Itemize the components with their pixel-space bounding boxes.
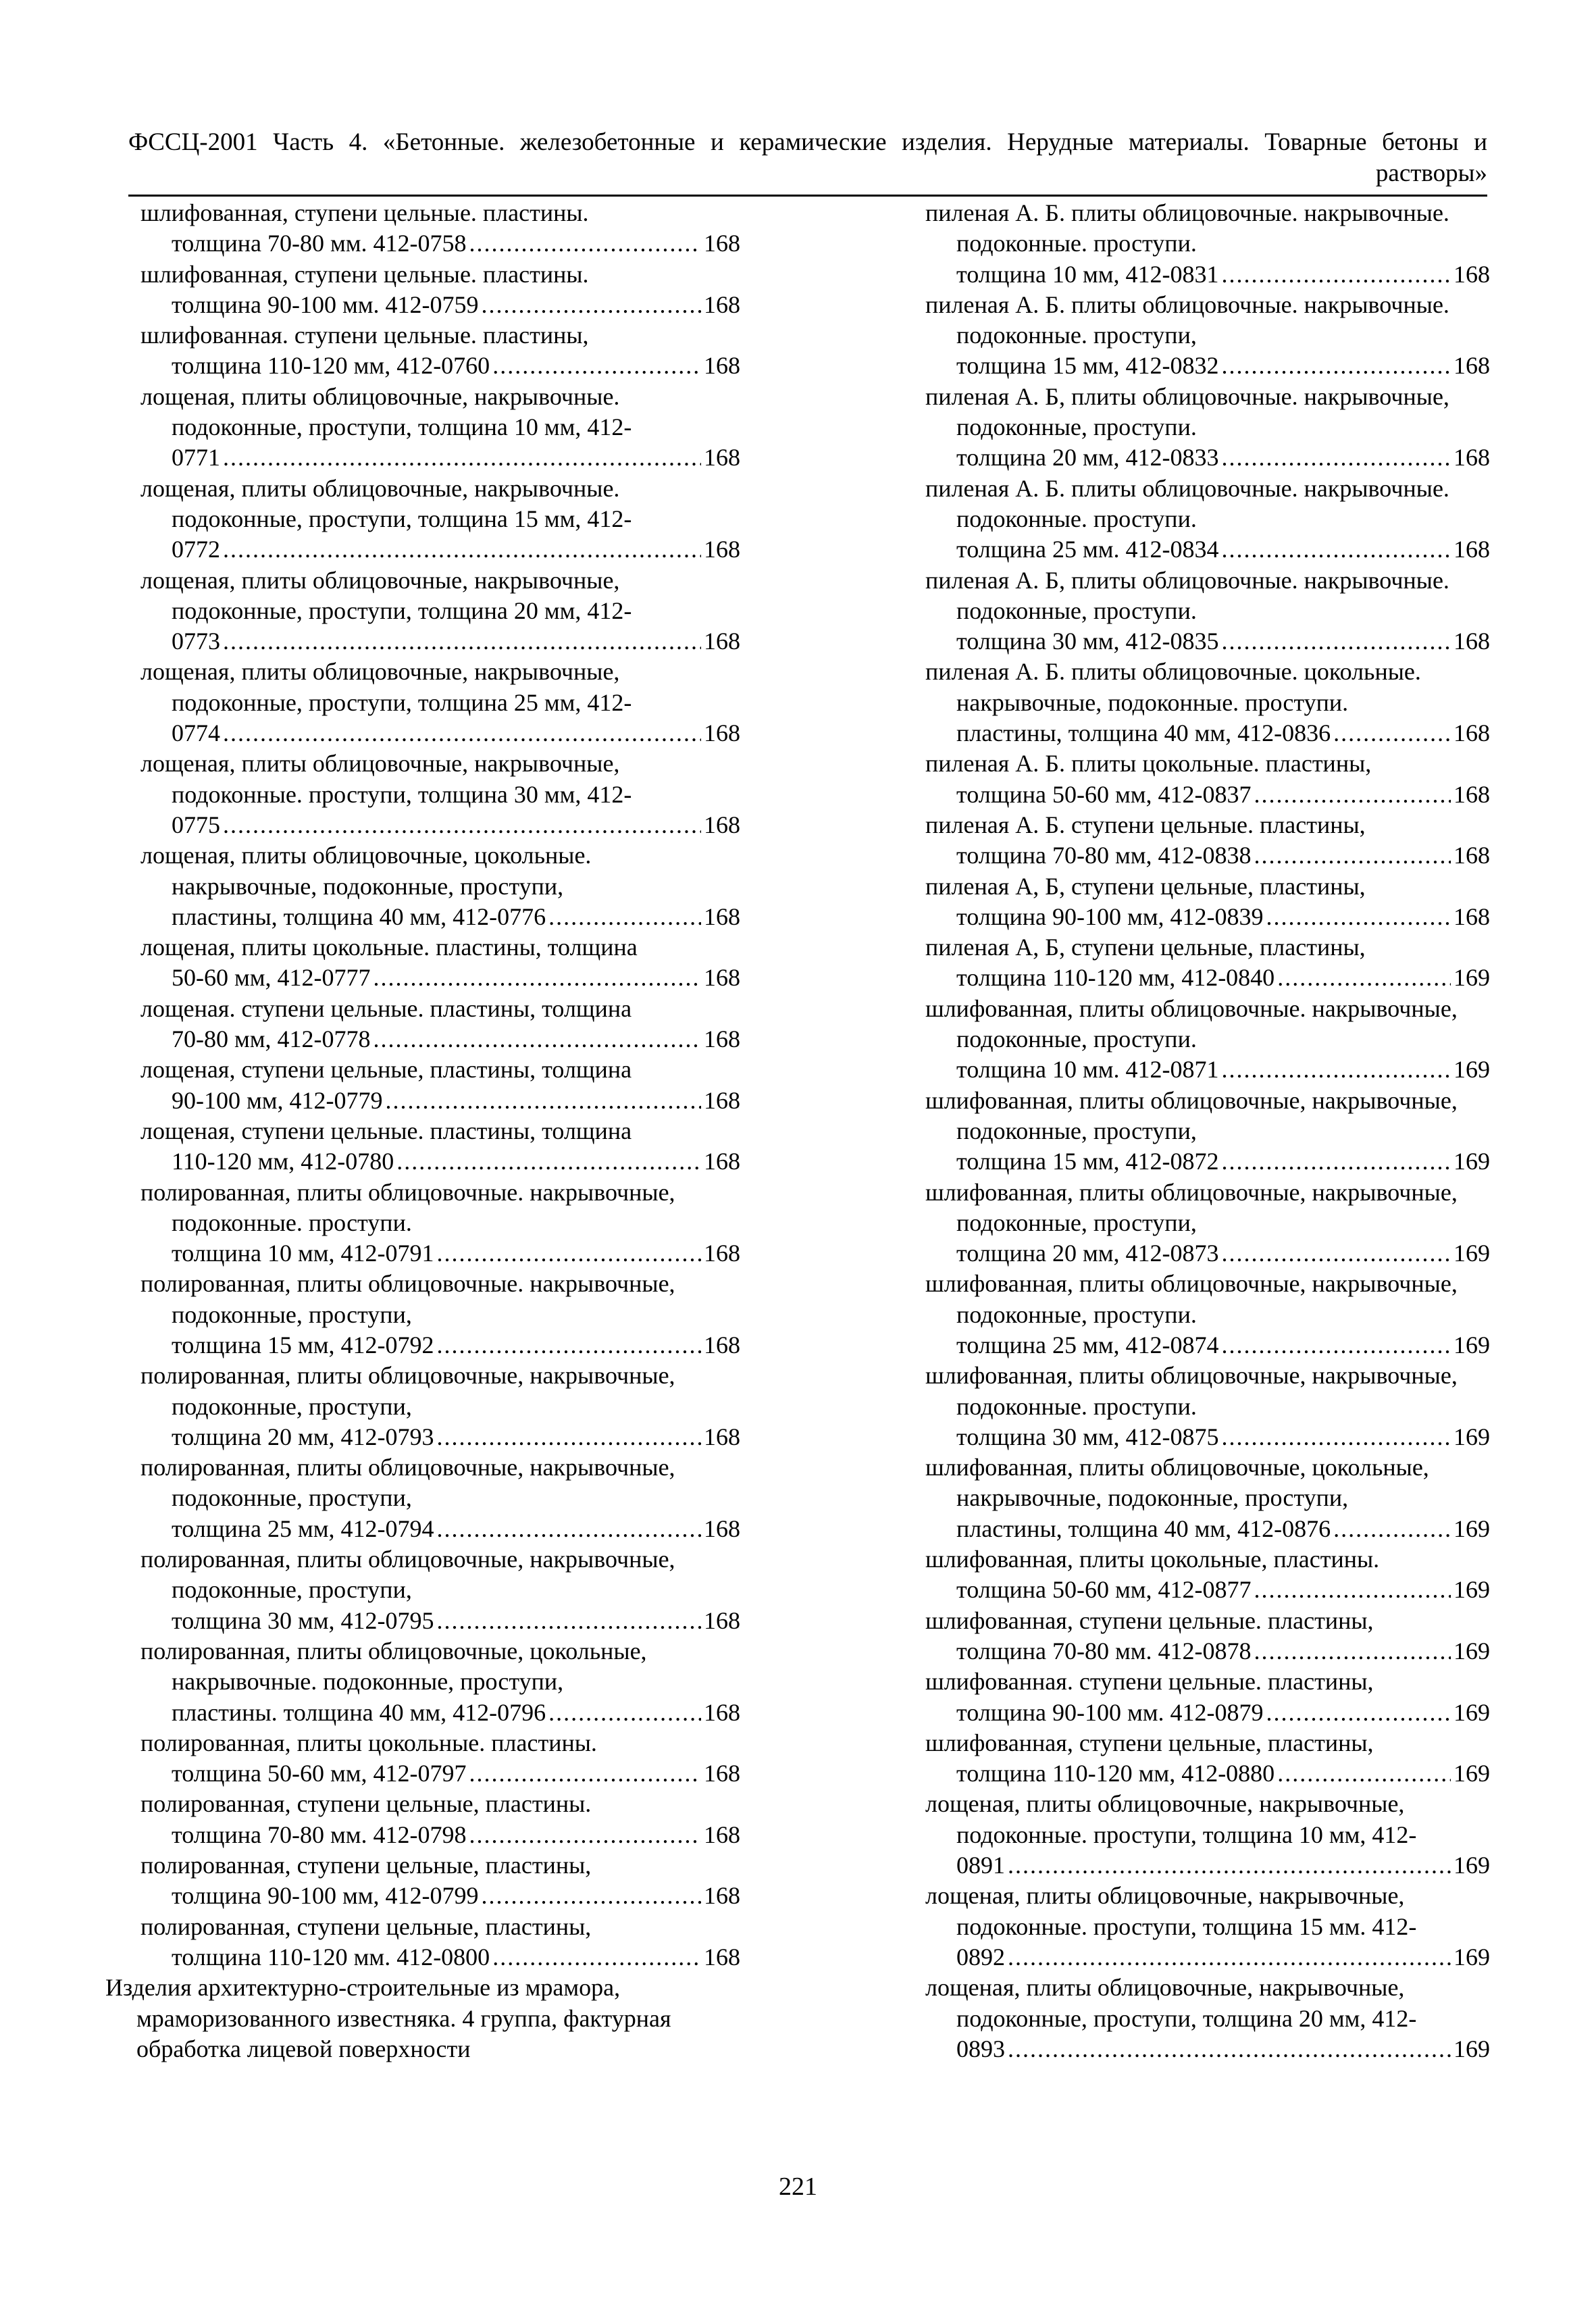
index-entry: [890, 657, 1490, 748]
entry-line-with-leader: [172, 718, 740, 748]
index-entry: [105, 748, 740, 840]
entry-text: лощеная, плиты облицовочные, накрывочные, подоконные, проступи, толщина 25 мм, 412-: [140, 658, 632, 716]
entry-page-number: 169: [1453, 1331, 1490, 1358]
entry-code: толщина 50-60 мм, 412-0797: [172, 1760, 467, 1787]
entry-page-number: 168: [704, 290, 740, 318]
entry-code: 90-100 мм, 412-0779: [172, 1086, 383, 1114]
entry-code: толщина 25 мм, 412-0794: [172, 1515, 434, 1542]
dot-leader: [1254, 780, 1451, 810]
index-entry: [890, 1361, 1490, 1452]
dot-leader: [492, 1942, 701, 1973]
left-column: [105, 198, 740, 2064]
entry-text: полированная, плиты облицовочные. накрывочные, подоконные, проступи,: [140, 1270, 675, 1328]
entry-code: 0773: [172, 628, 220, 655]
index-entry: [890, 1973, 1490, 2064]
dot-leader: [1008, 1942, 1451, 1973]
index-entry: [890, 1086, 1490, 1177]
entry-code: толщина 15 мм, 412-0872: [956, 1148, 1219, 1175]
dot-leader: [469, 228, 701, 259]
entry-text: лощеная, ступени цельные, пластины, толщина: [140, 1056, 632, 1084]
index-entry: [890, 1269, 1490, 1361]
entry-page-number: 168: [704, 1423, 740, 1450]
entry-page-number: 168: [1453, 780, 1490, 808]
dot-leader: [469, 1758, 701, 1789]
entry-text: полированная, плиты облицовочные. накрывочные, подоконные. проступи.: [140, 1178, 675, 1236]
index-entry: [890, 1606, 1490, 1667]
entry-text: шлифованная, плиты облицовочные, накрывочные, подоконные, проступи,: [925, 1086, 1458, 1144]
dot-leader: [1222, 1146, 1451, 1177]
entry-line-with-leader: [956, 259, 1490, 290]
entry-line-with-leader: [172, 626, 740, 657]
entry-page-number: 168: [1453, 842, 1490, 869]
index-entry: [105, 1116, 740, 1177]
index-entry: [105, 1544, 740, 1636]
entry-page-number: 168: [704, 1025, 740, 1053]
entry-text: лощеная, плиты облицовочные, накрывочные, подоконные. проступи, толщина 15 мм. 412-: [925, 1882, 1417, 1940]
index-entry: [105, 1912, 740, 1973]
entry-line-with-leader: [172, 1422, 740, 1452]
entry-line-with-leader: [172, 290, 740, 320]
entry-text: пиленая А. Б. плиты облицовочные. накрывочные. подоконные. проступи.: [925, 474, 1449, 532]
entry-page-number: 169: [1453, 1637, 1490, 1664]
index-entry: [890, 810, 1490, 871]
entry-page-number: 168: [704, 1515, 740, 1542]
entry-code: толщина 110-120 мм. 412-0800: [172, 1943, 490, 1971]
dot-leader: [1008, 1850, 1451, 1881]
entry-page-number: 168: [1453, 903, 1490, 930]
dot-leader: [374, 963, 701, 993]
entry-text: полированная, ступени цельные, пластины,: [140, 1912, 592, 1940]
dot-leader: [1222, 351, 1451, 381]
entry-page-number: 169: [1453, 1515, 1490, 1542]
entry-text: шлифованная, ступени цельные. пластины,: [925, 1606, 1374, 1634]
entry-page-number: 168: [704, 1943, 740, 1971]
entry-code: толщина 25 мм. 412-0834: [956, 536, 1219, 563]
entry-line-with-leader: [956, 1146, 1490, 1177]
entry-line-with-leader: [172, 442, 740, 473]
entry-page-number: 168: [704, 536, 740, 563]
dot-leader: [374, 1024, 701, 1054]
index-entry: [105, 840, 740, 932]
entry-code: толщина 70-80 мм, 412-0838: [956, 842, 1252, 869]
index-entry: [105, 994, 740, 1055]
index-entry: [105, 1452, 740, 1544]
entry-text: пиленая А, Б, ступени цельные, пластины,: [925, 934, 1366, 961]
dot-leader: [386, 1086, 701, 1116]
index-entry: [890, 1881, 1490, 1973]
dot-leader: [223, 626, 701, 657]
entry-page-number: 168: [1453, 628, 1490, 655]
dot-leader: [1222, 626, 1451, 657]
dot-leader: [437, 1422, 701, 1452]
entry-page-number: 169: [1453, 1423, 1490, 1450]
dot-leader: [223, 442, 701, 473]
entry-line-with-leader: [172, 1820, 740, 1850]
entry-code: толщина 110-120 мм, 412-0760: [172, 352, 490, 380]
entry-text: шлифованная, плиты облицовочные, накрывочные, подоконные, проступи.: [925, 1270, 1458, 1328]
entry-page-number: 168: [704, 719, 740, 747]
entry-page-number: 168: [704, 1698, 740, 1726]
dot-leader: [1266, 902, 1451, 932]
entry-code: 70-80 мм, 412-0778: [172, 1025, 371, 1053]
entry-line-with-leader: [956, 1514, 1490, 1544]
index-entry: [105, 1177, 740, 1269]
entry-page-number: 168: [704, 964, 740, 992]
entry-text: шлифованная, плиты облицовочные. накрывочные, подоконные, проступи.: [925, 994, 1458, 1053]
entry-code: 0892: [956, 1943, 1005, 1971]
entry-code: толщина 30 мм, 412-0875: [956, 1423, 1219, 1450]
entry-text: пиленая А. Б. плиты облицовочные. цокольные. накрывочные, подоконные. проступи.: [925, 658, 1421, 716]
index-entry: [105, 1361, 740, 1452]
entry-text: шлифованная, плиты цокольные, пластины.: [925, 1546, 1380, 1573]
dot-leader: [1333, 718, 1451, 748]
entry-page-number: 169: [1453, 1852, 1490, 1879]
dot-leader: [1254, 840, 1451, 871]
entry-text: пиленая А. Б, плиты облицовочные. накрывочные, подоконные, проступи.: [925, 382, 1449, 441]
entry-code: толщина 90-100 мм. 412-0879: [956, 1698, 1264, 1726]
entry-page-number: 169: [1453, 1943, 1490, 1971]
index-entry: [105, 1728, 740, 1789]
entry-code: пластины. толщина 40 мм, 412-0796: [172, 1698, 546, 1726]
entry-text: полированная, плиты цокольные. пластины.: [140, 1729, 597, 1756]
entry-page-number: 168: [704, 1606, 740, 1634]
entry-line-with-leader: [956, 902, 1490, 932]
entry-line-with-leader: [956, 1698, 1490, 1728]
entry-text: лощеная, плиты облицовочные, накрывочные, подоконные, проступи, толщина 20 мм, 412-: [925, 1974, 1417, 2032]
dot-leader: [1222, 1054, 1451, 1085]
entry-line-with-leader: [956, 1330, 1490, 1361]
entry-text: пиленая А, Б, ступени цельные, пластины,: [925, 872, 1366, 900]
entry-code: толщина 15 мм, 412-0792: [172, 1331, 434, 1358]
entry-line-with-leader: [956, 1238, 1490, 1269]
dot-leader: [1222, 1238, 1451, 1269]
entry-page-number: 168: [704, 230, 740, 257]
index-entry: [890, 748, 1490, 810]
dot-leader: [223, 810, 701, 840]
entry-line-with-leader: [956, 442, 1490, 473]
entry-code: толщина 70-80 мм. 412-0798: [172, 1821, 467, 1848]
index-entry: [105, 320, 740, 382]
entry-text: пиленая А. Б, плиты облицовочные. накрывочные. подоконные, проступи.: [925, 566, 1449, 624]
entry-text: полированная, ступени цельные, пластины,: [140, 1852, 592, 1879]
entry-line-with-leader: [172, 1146, 740, 1177]
index-entry: [105, 1269, 740, 1361]
dot-leader: [1222, 442, 1451, 473]
entry-code: толщина 10 мм, 412-0791: [172, 1240, 434, 1267]
dot-leader: [548, 902, 701, 932]
index-entry: [105, 1789, 740, 1850]
entry-page-number: 169: [1453, 2035, 1490, 2062]
entry-text: лощеная, плиты облицовочные, накрывочные, подоконные. проступи, толщина 30 мм, 412-: [140, 750, 632, 808]
dot-leader: [1222, 1422, 1451, 1452]
dot-leader: [396, 1146, 701, 1177]
entry-line-with-leader: [956, 1636, 1490, 1667]
entry-text: лощеная, плиты облицовочные, накрывочные, подоконные, проступи, толщина 20 мм, 412-: [140, 566, 632, 624]
entry-text: шлифованная, ступени цельные. пластины.: [140, 260, 589, 288]
dot-leader: [1333, 1514, 1451, 1544]
index-entry: [890, 1789, 1490, 1881]
entry-line-with-leader: [956, 780, 1490, 810]
index-entry: [105, 657, 740, 748]
dot-leader: [1222, 259, 1451, 290]
entry-text: шлифованная, ступени цельные. пластины.: [140, 199, 589, 226]
dot-leader: [1222, 1330, 1451, 1361]
index-entry: [105, 565, 740, 657]
entry-line-with-leader: [172, 1606, 740, 1636]
entry-code: толщина 110-120 мм, 412-0840: [956, 964, 1275, 992]
entry-text: пиленая А. Б. плиты облицовочные. накрывочные. подоконные. проступи.: [925, 199, 1449, 257]
entry-page-number: 168: [704, 1240, 740, 1267]
entry-line-with-leader: [172, 1698, 740, 1728]
entry-line-with-leader: [172, 1881, 740, 1911]
entry-text: шлифованная. ступени цельные. пластины,: [925, 1668, 1374, 1696]
entry-text: шлифованная. ступени цельные. пластины,: [140, 322, 589, 349]
entry-text: лощеная, плиты облицовочные, накрывочные. подоконные, проступи, толщина 15 мм, 412-: [140, 474, 632, 532]
entry-text: пиленая А. Б. плиты облицовочные. накрывочные. подоконные. проступи,: [925, 290, 1449, 349]
entry-line-with-leader: [172, 1024, 740, 1054]
entry-code: толщина 90-100 мм. 412-0759: [172, 290, 479, 318]
entry-text: шлифованная, плиты облицовочные, цокольные, накрывочные, подоконные, проступи,: [925, 1454, 1429, 1512]
entry-line-with-leader: [956, 2034, 1490, 2064]
entry-code: толщина 70-80 мм. 412-0758: [172, 230, 467, 257]
dot-leader: [1277, 1758, 1451, 1789]
entry-code: 0775: [172, 811, 220, 838]
dot-leader: [1266, 1698, 1451, 1728]
entry-page-number: 169: [1453, 964, 1490, 992]
entry-line-with-leader: [956, 1758, 1490, 1789]
dot-leader: [1254, 1636, 1451, 1667]
entry-line-with-leader: [172, 1514, 740, 1544]
entry-text: пиленая А. Б. ступени цельные. пластины,: [925, 811, 1366, 838]
entry-page-number: 168: [704, 1086, 740, 1114]
index-entry: [890, 382, 1490, 474]
entry-line-with-leader: [956, 534, 1490, 565]
entry-page-number: 168: [704, 1331, 740, 1358]
index-entry: [890, 290, 1490, 382]
entry-page-number: 168: [704, 352, 740, 380]
entry-line-with-leader: [956, 1575, 1490, 1605]
dot-leader: [482, 290, 701, 320]
entry-page-number: 168: [704, 1882, 740, 1910]
entry-page-number: 169: [1453, 1760, 1490, 1787]
index-entry: [105, 474, 740, 565]
entry-text: шлифованная, плиты облицовочные, накрывочные, подоконные, проступи,: [925, 1178, 1458, 1236]
entry-page-number: 168: [704, 1760, 740, 1787]
index-entry: [890, 994, 1490, 1086]
entry-text: шлифованная, плиты облицовочные, накрывочные, подоконные. проступи.: [925, 1362, 1458, 1420]
dot-leader: [1254, 1575, 1451, 1605]
entry-line-with-leader: [172, 1238, 740, 1269]
index-entry: [105, 382, 740, 474]
entry-page-number: 168: [1453, 444, 1490, 472]
entry-line-with-leader: [956, 351, 1490, 381]
entry-line-with-leader: [172, 1758, 740, 1789]
index-entry: [890, 1177, 1490, 1269]
index-entry: [890, 871, 1490, 933]
dot-leader: [548, 1698, 701, 1728]
entry-code: 0772: [172, 536, 220, 563]
index-entry: [890, 1667, 1490, 1728]
entry-text: лощеная, плиты облицовочные, накрывочные, подоконные. проступи, толщина 10 мм, 412-: [925, 1790, 1417, 1848]
dot-leader: [1008, 2034, 1451, 2064]
entry-code: толщина 10 мм. 412-0871: [956, 1056, 1219, 1084]
entry-line-with-leader: [172, 351, 740, 381]
header-rule: [128, 195, 1487, 197]
entry-line-with-leader: [172, 902, 740, 932]
entry-line-with-leader: [956, 1422, 1490, 1452]
dot-leader: [437, 1514, 701, 1544]
entry-page-number: 168: [704, 1148, 740, 1175]
running-header: ФССЦ-2001 Часть 4. «Бетонные. железобетонные и керамические изделия. Нерудные материалы. Товарные бетоны и растворы»: [128, 128, 1487, 187]
entry-text: полированная, плиты облицовочные, цокольные, накрывочные. подоконные, проступи,: [140, 1637, 647, 1696]
index-entry: [105, 1850, 740, 1912]
dot-leader: [1222, 534, 1451, 565]
entry-code: толщина 10 мм, 412-0831: [956, 260, 1219, 288]
entry-code: 0771: [172, 444, 220, 472]
entry-code: 0891: [956, 1852, 1005, 1879]
entry-code: 50-60 мм, 412-0777: [172, 964, 371, 992]
entry-code: толщина 50-60 мм, 412-0877: [956, 1576, 1252, 1604]
entry-page-number: 168: [1453, 260, 1490, 288]
entry-page-number: 169: [1453, 1576, 1490, 1604]
index-entry: [890, 198, 1490, 290]
entry-page-number: 169: [1453, 1056, 1490, 1084]
entry-page-number: 168: [1453, 352, 1490, 380]
entry-page-number: 168: [704, 811, 740, 838]
entry-text: лощеная, плиты цокольные. пластины, толщина: [140, 934, 638, 961]
index-entry: [105, 259, 740, 321]
dot-leader: [492, 351, 701, 381]
entry-page-number: 168: [1453, 719, 1490, 747]
entry-line-with-leader: [172, 963, 740, 993]
index-entry: [105, 1054, 740, 1116]
entry-code: 110-120 мм, 412-0780: [172, 1148, 394, 1175]
entry-page-number: 168: [704, 444, 740, 472]
entry-line-with-leader: [172, 1330, 740, 1361]
dot-leader: [223, 534, 701, 565]
entry-code: толщина 30 мм, 412-0795: [172, 1606, 434, 1634]
entry-text: пиленая А. Б. плиты цокольные. пластины,: [925, 750, 1372, 778]
entry-line-with-leader: [956, 626, 1490, 657]
entry-page-number: 168: [704, 903, 740, 930]
entry-code: пластины, толщина 40 мм, 412-0776: [172, 903, 546, 930]
index-entry: [890, 1544, 1490, 1606]
dot-leader: [437, 1606, 701, 1636]
entry-text: лощеная, ступени цельные. пластины, толщина: [140, 1117, 632, 1144]
entry-line-with-leader: [956, 840, 1490, 871]
index-entry: [890, 474, 1490, 565]
entry-code: толщина 70-80 мм. 412-0878: [956, 1637, 1252, 1664]
entry-code: толщина 20 мм, 412-0793: [172, 1423, 434, 1450]
section-heading: Изделия архитектурно-строительные из мрамора, мраморизованного известняка. 4 группа, фактурная обработка лицевой поверхности: [105, 1974, 671, 2062]
entry-page-number: 168: [704, 628, 740, 655]
index-entry: [890, 1728, 1490, 1789]
entry-text: лощеная. ступени цельные. пластины, толщина: [140, 994, 632, 1022]
dot-leader: [482, 1881, 701, 1911]
entry-code: толщина 90-100 мм, 412-0799: [172, 1882, 479, 1910]
entry-text: полированная, плиты облицовочные, накрывочные, подоконные, проступи,: [140, 1454, 675, 1512]
dot-leader: [223, 718, 701, 748]
entry-text: полированная, ступени цельные, пластины.: [140, 1790, 592, 1818]
page-number: 221: [779, 2172, 817, 2201]
entry-line-with-leader: [956, 1054, 1490, 1085]
entry-line-with-leader: [172, 228, 740, 259]
entry-code: пластины, толщина 40 мм, 412-0836: [956, 719, 1331, 747]
entry-page-number: 169: [1453, 1148, 1490, 1175]
entry-text: лощеная, плиты облицовочные, цокольные. накрывочные, подоконные, проступи,: [140, 842, 592, 900]
dot-leader: [469, 1820, 701, 1850]
entry-code: 0774: [172, 719, 220, 747]
index-entry: [105, 932, 740, 994]
entry-line-with-leader: [956, 1850, 1490, 1881]
entry-text: полированная, плиты облицовочные, накрывочные, подоконные, проступи,: [140, 1546, 675, 1604]
dot-leader: [437, 1238, 701, 1269]
index-entry: [890, 1452, 1490, 1544]
entry-text: шлифованная, ступени цельные, пластины,: [925, 1729, 1374, 1756]
index-entry: [105, 1636, 740, 1728]
entry-page-number: 169: [1453, 1698, 1490, 1726]
index-entry: [105, 198, 740, 259]
entry-line-with-leader: [172, 534, 740, 565]
entry-page-number: 168: [704, 1821, 740, 1848]
entry-code: пластины, толщина 40 мм, 412-0876: [956, 1515, 1331, 1542]
index-entry: [890, 932, 1490, 994]
entry-code: 0893: [956, 2035, 1005, 2062]
entry-line-with-leader: [172, 1086, 740, 1116]
entry-page-number: 168: [1453, 536, 1490, 563]
entry-code: толщина 15 мм, 412-0832: [956, 352, 1219, 380]
entry-code: толщина 90-100 мм, 412-0839: [956, 903, 1264, 930]
dot-leader: [437, 1330, 701, 1361]
entry-code: толщина 50-60 мм, 412-0837: [956, 780, 1252, 808]
entry-text: лощеная, плиты облицовочные, накрывочные. подоконные, проступи, толщина 10 мм, 412-: [140, 382, 632, 441]
index-entry: [890, 565, 1490, 657]
entry-page-number: 169: [1453, 1240, 1490, 1267]
dot-leader: [1277, 963, 1451, 993]
entry-code: толщина 20 мм, 412-0833: [956, 444, 1219, 472]
entry-text: полированная, плиты облицовочные, накрывочные, подоконные, проступи,: [140, 1362, 675, 1420]
entry-line-with-leader: [172, 810, 740, 840]
right-column: [890, 198, 1490, 2064]
entry-code: толщина 30 мм, 412-0835: [956, 628, 1219, 655]
entry-code: толщина 110-120 мм, 412-0880: [956, 1760, 1275, 1787]
entry-code: толщина 25 мм, 412-0874: [956, 1331, 1219, 1358]
entry-line-with-leader: [172, 1942, 740, 1973]
entry-line-with-leader: [956, 718, 1490, 748]
entry-line-with-leader: [956, 963, 1490, 993]
entry-line-with-leader: [956, 1942, 1490, 1973]
entry-code: толщина 20 мм, 412-0873: [956, 1240, 1219, 1267]
